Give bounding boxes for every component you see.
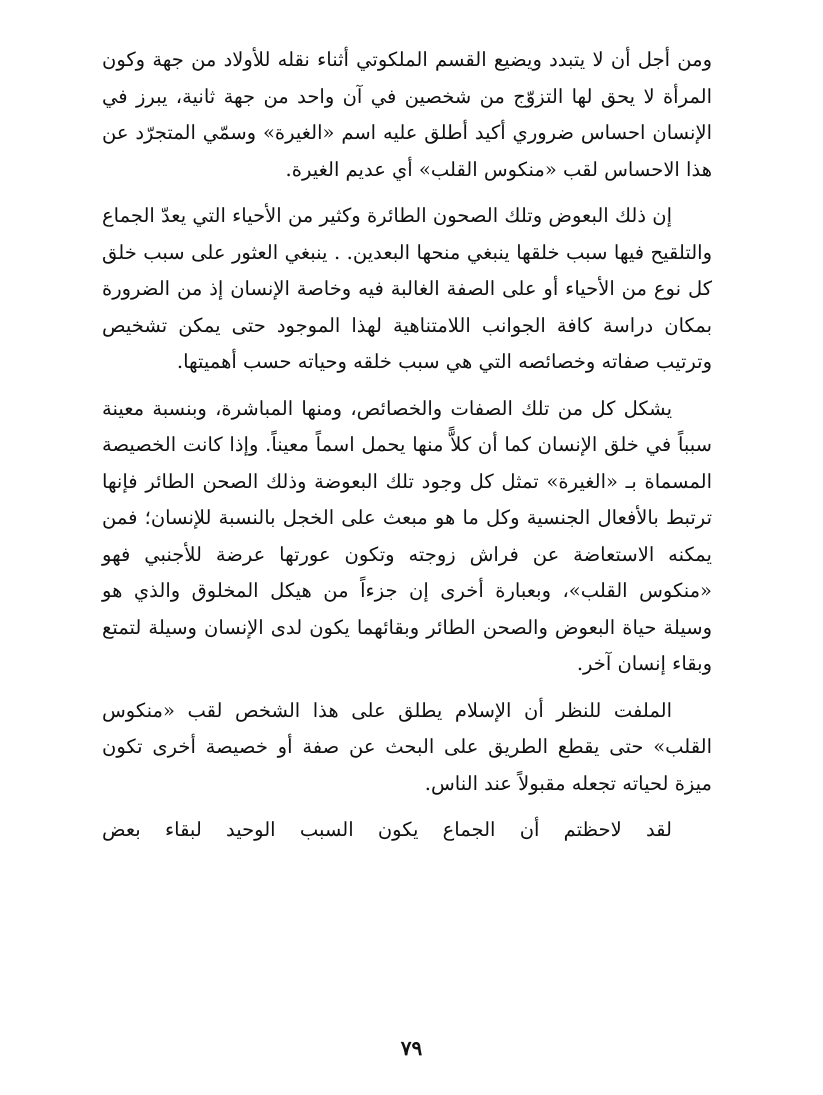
paragraph-5: لقد لاحظتم أن الجماع يكون السبب الوحيد لبقاء بعض [102,818,672,841]
paragraph-2: إن ذلك البعوض وتلك الصحون الطائرة وكثير من الأحياء التي يعدّ الجماع والتلقيح فيها سبب خلقها ينبغي منحها البعدين. . ينبغي العثور على سبب خلق كل نوع من الأحياء أو على الصفة الغالبة فيه وخاصة الإنسان إذ من الضرورة بمكان دراسة كافة الجوانب اللامتناهية لهذا الموجود حتى يمكن تشخيص وترتيب صفاته وخصائصه التي هي سبب خلقه وحياته حسب أهميتها. [102,204,712,373]
paragraph-1: ومن أجل أن لا يتبدد ويضيع القسم الملكوتي أثناء نقله للأولاد من جهة وكون المرأة لا يحق لها التزوّج من شخصين في آن واحد من جهة ثانية، يبرز في الإنسان احساس ضروري أكيد أطلق عليه اسم «الغيرة» وسمّي المتجرّد عن هذا الاحساس لقب «منكوس القلب» أي عديم الغيرة. [102,48,712,181]
paragraph-4: الملفت للنظر أن الإسلام يطلق على هذا الشخص لقب «منكوس القلب» حتى يقطع الطريق على البحث عن صفة أو خصيصة أخرى تكون ميزة لحياته تجعله مقبولاً عند الناس. [102,698,712,795]
page-body [102,42,712,849]
paragraph-3: يشكل كل من تلك الصفات والخصائص، ومنها المباشرة، وبنسبة معينة سبباً في خلق الإنسان كما أن كلاًّ منها يحمل اسماً معيناً. وإذا كانت الخصيصة المسماة بـ «الغيرة» تمثل كل وجود تلك البعوضة وذلك الصحن الطائر فإنها ترتبط بالأفعال الجنسية وكل ما هو مبعث على الخجل بالنسبة للإنسان؛ فمن يمكنه الاستعاضة عن فراش زوجته وتكون عورتها عرضة للأجنبي فهو «منكوس القلب»، وبعبارة أخرى إن جزءاً من هيكل المخلوق والذي هو وسيلة حياة البعوض والصحن الطائر وبقائهما يكون لدى الإنسان وسيلة لتمتع وبقاء إنسان آخر. [102,396,712,675]
page-number: ٧٩ [400,1036,423,1060]
